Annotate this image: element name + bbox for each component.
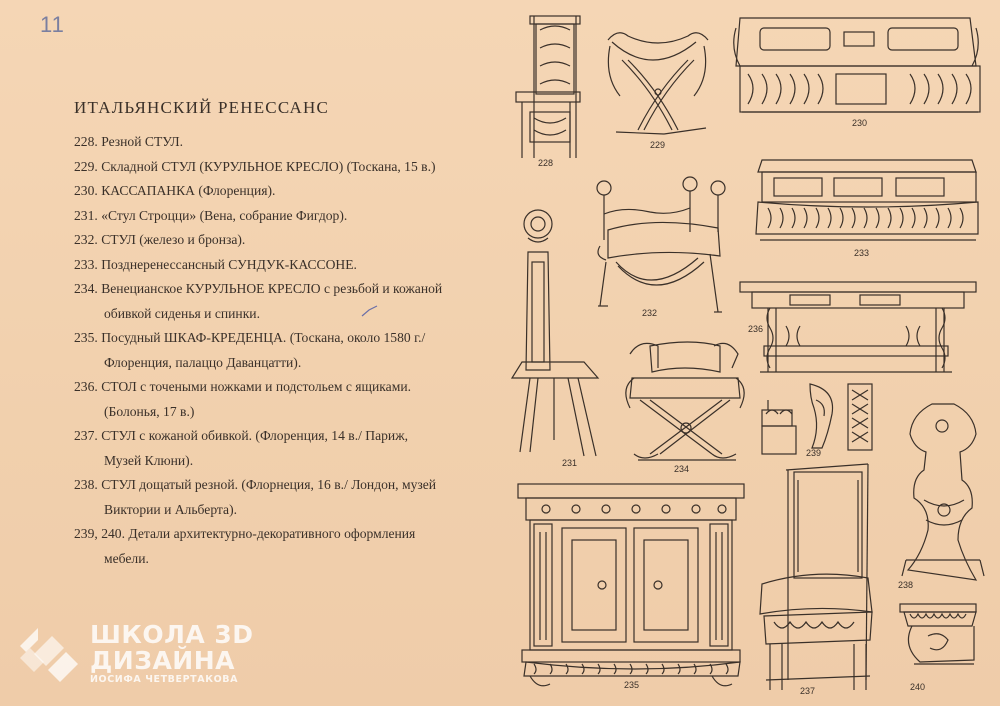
logo-line-1: ШКОЛА 3D bbox=[90, 620, 254, 649]
figure-231-strozzi-chair bbox=[512, 210, 598, 456]
figure-label-237: 237 bbox=[800, 686, 816, 696]
caption-237: 237. СТУЛ с кожаной обивкой. (Флоренция, 14 в./ Париж, Музей Клюни). bbox=[74, 428, 409, 468]
figure-label-228: 228 bbox=[538, 158, 554, 168]
figure-237-leather-chair bbox=[760, 464, 872, 690]
figure-label-230: 230 bbox=[852, 118, 868, 128]
figure-228-carved-chair bbox=[516, 16, 580, 158]
caption-234: 234. Венецианское КУРУЛЬНОЕ КРЕСЛО с резьбой и кожаной обивкой сиденья и спинки. bbox=[74, 281, 443, 321]
caption-232: 232. СТУЛ (железо и бронза). bbox=[74, 232, 246, 247]
caption-238: 238. СТУЛ дощатый резной. (Флорнеция, 16 в./ Лондон, музей Виктории и Альберта). bbox=[74, 477, 437, 517]
figure-label-238: 238 bbox=[898, 580, 914, 590]
illustrations-panel bbox=[500, 0, 1000, 706]
pen-mark-icon bbox=[360, 304, 380, 318]
figure-label-240: 240 bbox=[910, 682, 926, 692]
logo-line-2: ДИЗАЙНА bbox=[90, 646, 235, 675]
figure-label-234: 234 bbox=[674, 464, 690, 474]
school-logo-watermark bbox=[14, 616, 254, 692]
figure-233-cassone bbox=[756, 160, 978, 240]
figure-240-cornice-detail bbox=[900, 604, 976, 664]
figure-label-232: 232 bbox=[642, 308, 658, 318]
figure-label-229: 229 bbox=[650, 140, 666, 150]
caption-235: 235. Посудный ШКАФ-КРЕДЕНЦА. (Тоскана, около 1580 г./ Флоренция, палаццо Даванцатти). bbox=[74, 330, 426, 370]
figure-label-236: 236 bbox=[748, 324, 764, 334]
logo-line-3: ИОСИФА ЧЕТВЕРТАКОВА bbox=[90, 674, 239, 685]
figure-238-plank-chair bbox=[902, 404, 984, 580]
page-number: 11 bbox=[40, 12, 65, 37]
caption-229: 229. Складной СТУЛ (КУРУЛЬНОЕ КРЕСЛО) (Тоскана, 15 в.) bbox=[74, 158, 436, 174]
caption-list bbox=[74, 130, 494, 571]
figure-239-details bbox=[762, 384, 872, 454]
caption-233: 233. Позднеренессансный СУНДУК-КАССОНЕ. bbox=[74, 256, 357, 272]
figure-232-iron-chair bbox=[597, 177, 725, 312]
page-heading: ИТАЛЬЯНСКИЙ РЕНЕССАНС bbox=[74, 98, 329, 117]
figure-236-table bbox=[740, 282, 976, 372]
figure-label-239: 239 bbox=[806, 448, 822, 458]
caption-239-240: 239, 240. Детали архитектурно-декоративного оформления мебели. bbox=[74, 526, 416, 566]
caption-230: 230. КАССАПАНКА (Флоренция). bbox=[74, 183, 276, 198]
figure-label-231: 231 bbox=[562, 458, 578, 468]
figure-label-233: 233 bbox=[854, 248, 870, 258]
caption-228: 228. Резной СТУЛ. bbox=[74, 134, 183, 149]
caption-236: 236. СТОЛ с точеными ножками и подстольем с ящиками. (Болонья, 17 в.) bbox=[74, 379, 411, 419]
figure-label-235: 235 bbox=[624, 680, 640, 690]
figure-234-venetian-chair bbox=[626, 342, 744, 460]
figure-235-credenza bbox=[518, 484, 744, 686]
figure-230-cassapanca bbox=[734, 18, 980, 112]
logo-cube-icon bbox=[14, 618, 84, 688]
figure-229-folding-chair bbox=[608, 33, 708, 134]
caption-231: 231. «Стул Строцци» (Вена, собрание Фигдор). bbox=[74, 207, 348, 223]
